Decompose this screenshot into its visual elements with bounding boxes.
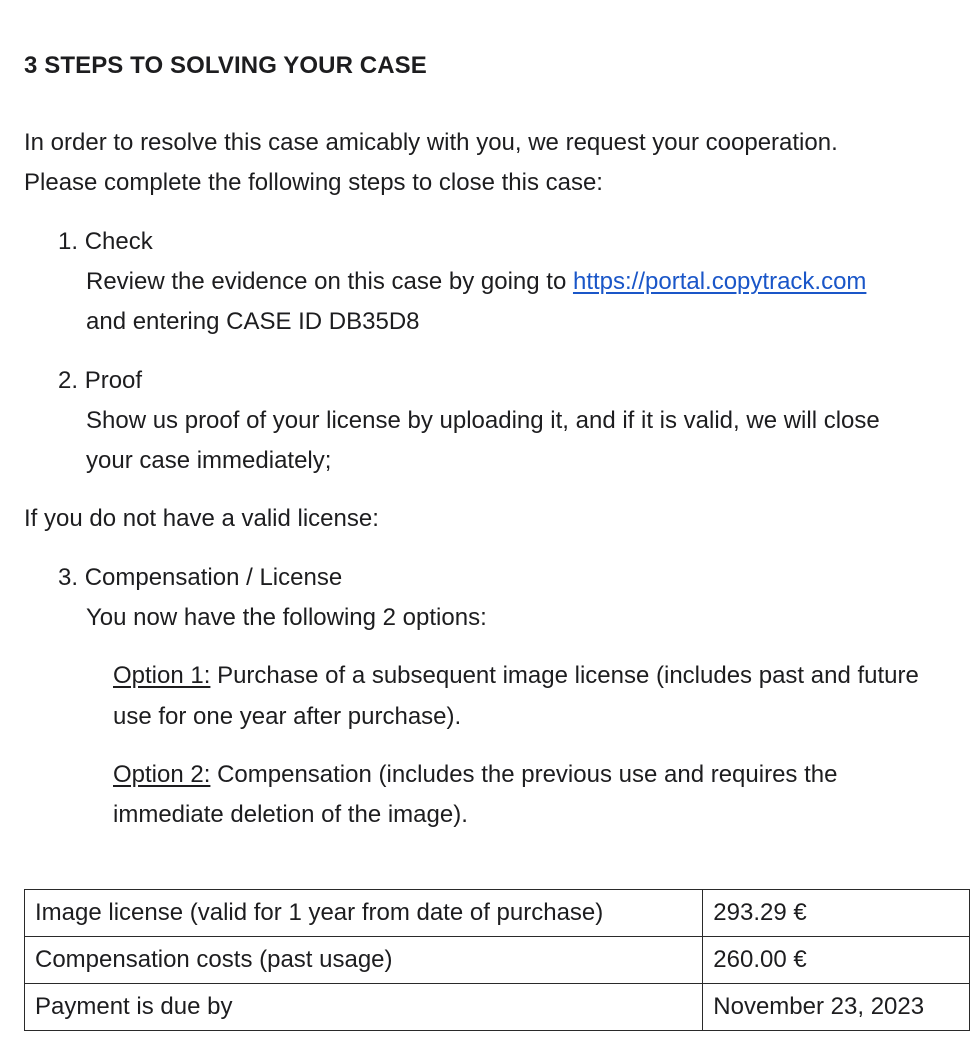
table-cell-label: Compensation costs (past usage) <box>25 937 703 984</box>
intro-line-2: Please complete the following steps to close this case: <box>24 169 603 196</box>
step-2-number: 2. <box>58 367 79 394</box>
step-2-heading <box>58 366 142 396</box>
option-2-text: Compensation (includes the previous use and requires the <box>210 761 838 788</box>
step-1-text: Review the evidence on this case by going to <box>86 268 573 295</box>
portal-link[interactable]: https://portal.copytrack.com <box>572 268 867 295</box>
step-1-number: 1. <box>58 228 79 255</box>
table-row <box>25 890 970 937</box>
table-cell-label: Payment is due by <box>25 984 703 1031</box>
table-cell-value: November 23, 2023 <box>703 984 970 1031</box>
step-2-title: Proof <box>84 367 143 394</box>
step-3-title: Compensation / License <box>84 564 343 591</box>
option-2-line-1 <box>113 760 837 790</box>
option-1-text: Purchase of a subsequent image license (includes past and future <box>210 662 919 689</box>
costs-table <box>24 889 970 1031</box>
table-row <box>25 984 970 1031</box>
page-title: 3 STEPS TO SOLVING YOUR CASE <box>24 52 427 79</box>
option-2-label: Option 2: <box>113 761 211 788</box>
step-3-number: 3. <box>58 564 79 591</box>
no-license-text: If you do not have a valid license: <box>24 505 379 532</box>
step-2-line-1: Show us proof of your license by uploading it, and if it is valid, we will close <box>86 407 880 434</box>
option-1-line-1 <box>113 661 919 691</box>
step-1-heading <box>58 227 153 257</box>
table-cell-value: 293.29 € <box>703 890 970 937</box>
table-cell-value: 260.00 € <box>703 937 970 984</box>
step-1-case-id: and entering CASE ID DB35D8 <box>86 308 420 335</box>
step-1-description <box>86 267 866 297</box>
step-2-line-2: your case immediately; <box>86 447 332 474</box>
option-2-line-2: immediate deletion of the image). <box>113 801 468 828</box>
intro-line-1: In order to resolve this case amicably with you, we request your cooperation. <box>24 129 838 156</box>
table-cell-label: Image license (valid for 1 year from date of purchase) <box>25 890 703 937</box>
step-3-heading <box>58 563 342 593</box>
step-1-title: Check <box>84 228 153 255</box>
option-1-label: Option 1: <box>113 662 211 689</box>
step-3-subtitle: You now have the following 2 options: <box>86 604 487 631</box>
table-row <box>25 937 970 984</box>
option-1-line-2: use for one year after purchase). <box>113 703 462 730</box>
